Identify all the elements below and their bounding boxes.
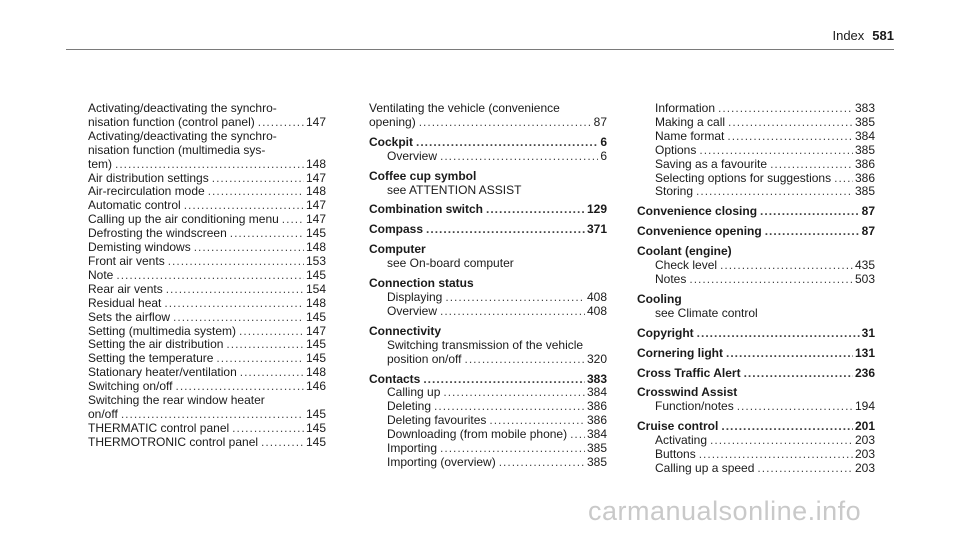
entry-label: Sets the airflow	[88, 309, 171, 324]
page-reference: 147	[305, 198, 326, 213]
dot-leader	[760, 205, 860, 219]
entry-label: on/off	[88, 406, 118, 421]
index-entry	[637, 185, 875, 199]
page-reference: 148	[305, 295, 326, 310]
entry-label: Selecting options for suggestions	[655, 170, 832, 185]
dot-leader	[721, 420, 853, 434]
page-reference: 87	[593, 114, 607, 129]
dot-leader	[689, 273, 853, 287]
index-heading-entry	[637, 347, 875, 361]
entry-label: Deleting	[387, 399, 432, 414]
index-entry	[88, 408, 326, 422]
dot-leader	[757, 462, 853, 476]
index-entry	[637, 172, 875, 186]
dot-leader	[240, 366, 304, 380]
dot-leader	[489, 414, 585, 428]
page-reference: 87	[861, 224, 875, 239]
index-entry	[369, 116, 607, 130]
index-entry	[637, 130, 875, 144]
page-reference: 371	[586, 222, 607, 237]
dot-leader	[230, 227, 304, 241]
index-entry	[88, 269, 326, 283]
index-entry	[88, 283, 326, 297]
dot-leader	[226, 338, 304, 352]
entry-label: Making a call	[655, 114, 726, 129]
index-line: Activating/deactivating the synchro-	[88, 128, 277, 143]
section-title: Index	[832, 28, 865, 43]
entry-label: Rear air vents	[88, 281, 163, 296]
index-entry	[88, 185, 326, 199]
index-heading-entry	[369, 223, 607, 237]
page-reference: 6	[600, 134, 607, 149]
entry-label: Notes	[655, 271, 687, 286]
entry-label: THERMOTRONIC control panel	[88, 434, 259, 449]
page-reference: 320	[586, 351, 607, 366]
dot-leader	[699, 448, 853, 462]
dot-leader	[423, 373, 585, 387]
index-line: nisation function (multimedia sys-	[88, 142, 266, 157]
index-entry	[88, 338, 326, 352]
dot-leader	[212, 172, 304, 186]
index-entry	[88, 311, 326, 325]
page-reference: 386	[586, 399, 607, 414]
index-line: Ventilating the vehicle (convenience	[369, 101, 560, 115]
page-reference: 383	[586, 371, 607, 386]
entry-label: Switching on/off	[88, 379, 173, 394]
dot-leader	[416, 136, 598, 150]
page-reference: 145	[305, 434, 326, 449]
page-reference: 201	[854, 419, 875, 434]
index-line: see ATTENTION ASSIST	[387, 182, 522, 197]
entry-label: THERMATIC control panel	[88, 420, 230, 435]
index-entry	[369, 353, 607, 367]
dot-leader	[765, 225, 860, 239]
index-heading: Crosswind Assist	[637, 385, 738, 400]
index-entry	[369, 456, 607, 470]
index-entry	[637, 462, 875, 476]
dot-leader	[737, 400, 853, 414]
page-reference: 145	[305, 226, 326, 241]
index-heading: Coolant (engine)	[637, 244, 732, 259]
entry-label: Cross Traffic Alert	[637, 365, 741, 380]
index-entry	[88, 436, 326, 450]
index-heading-entry	[637, 327, 875, 341]
entry-label: Activating	[655, 433, 708, 448]
entry-label: Options	[655, 142, 697, 157]
entry-label: Air distribution settings	[88, 170, 209, 185]
entry-label: Front air vents	[88, 253, 165, 268]
page-reference: 386	[854, 170, 875, 185]
page-reference: 87	[861, 204, 875, 219]
entry-label: tem)	[88, 156, 112, 171]
entry-label: Name format	[655, 128, 725, 143]
dot-leader	[570, 428, 585, 442]
entry-label: Setting the air distribution	[88, 337, 224, 352]
index-entry	[637, 448, 875, 462]
index-heading: Coffee cup symbol	[369, 168, 477, 183]
page-reference: 147	[305, 114, 326, 129]
index-heading-entry	[369, 203, 607, 217]
index-line: Switching transmission of the vehicle	[387, 337, 584, 352]
index-entry	[637, 434, 875, 448]
entry-label: Storing	[655, 184, 694, 199]
page-reference: 154	[305, 281, 326, 296]
entry-label: Displaying	[387, 289, 443, 304]
page-reference: 203	[854, 433, 875, 448]
entry-label: Air-recirculation mode	[88, 184, 205, 199]
page-reference: 145	[305, 351, 326, 366]
dot-leader	[208, 185, 304, 199]
page-reference: 6	[600, 148, 607, 163]
page-reference: 385	[854, 114, 875, 129]
entry-label: Check level	[655, 258, 718, 273]
page-reference: 145	[305, 406, 326, 421]
page-reference: 147	[305, 170, 326, 185]
dot-leader	[440, 150, 598, 164]
entry-label: Calling up the air conditioning menu	[88, 212, 279, 227]
entry-label: Cockpit	[369, 134, 414, 149]
page-reference: 386	[586, 413, 607, 428]
page-reference: 385	[586, 441, 607, 456]
index-entry	[88, 158, 326, 172]
dot-leader	[728, 116, 853, 130]
dot-leader	[499, 456, 585, 470]
page-reference: 148	[305, 156, 326, 171]
dot-leader	[184, 199, 304, 213]
index-column-2	[369, 102, 607, 470]
dot-leader	[486, 203, 585, 217]
page-reference: 203	[854, 460, 875, 475]
page-reference: 384	[854, 128, 875, 143]
dot-leader	[440, 305, 585, 319]
dot-leader	[445, 291, 585, 305]
dot-leader	[282, 213, 304, 227]
page-reference: 385	[854, 184, 875, 199]
page-reference: 131	[854, 345, 875, 360]
dot-leader	[443, 386, 585, 400]
dot-leader	[166, 283, 304, 297]
dot-leader	[121, 408, 304, 422]
entry-label: Contacts	[369, 371, 421, 386]
page-reference: 31	[861, 325, 875, 340]
index-entry	[637, 400, 875, 414]
page-reference: 383	[854, 101, 875, 115]
index-entry	[369, 150, 607, 164]
index-column-3	[637, 102, 875, 476]
page-reference: 408	[586, 289, 607, 304]
dot-leader	[194, 241, 304, 255]
entry-label: Information	[655, 101, 716, 115]
entry-label: Cruise control	[637, 419, 719, 434]
entry-label: Demisting windows	[88, 240, 191, 255]
dot-leader	[770, 158, 853, 172]
index-entry	[369, 400, 607, 414]
page-reference: 153	[305, 253, 326, 268]
index-entry	[88, 255, 326, 269]
index-entry	[637, 158, 875, 172]
dot-leader	[173, 311, 304, 325]
page-number: 581	[872, 28, 894, 43]
page-reference: 236	[854, 365, 875, 380]
dot-leader	[726, 347, 853, 361]
index-entry	[88, 116, 326, 130]
index-line: Switching the rear window heater	[88, 393, 265, 408]
entry-label: Calling up	[387, 385, 441, 400]
entry-label: nisation function (control panel)	[88, 114, 255, 129]
page-reference: 435	[854, 258, 875, 273]
dot-leader	[727, 130, 853, 144]
entry-label: Convenience closing	[637, 204, 758, 219]
index-entry	[637, 102, 875, 116]
entry-label: Convenience opening	[637, 224, 762, 239]
entry-label: Note	[88, 267, 114, 282]
entry-label: Setting the temperature	[88, 351, 214, 366]
page-reference: 146	[305, 379, 326, 394]
entry-label: Setting (multimedia system)	[88, 323, 237, 338]
entry-label: Defrosting the windscreen	[88, 226, 227, 241]
index-entry	[637, 259, 875, 273]
dot-leader	[168, 255, 304, 269]
dot-leader	[116, 269, 304, 283]
index-entry	[88, 172, 326, 186]
page-reference: 145	[305, 420, 326, 435]
entry-label: Copyright	[637, 325, 694, 340]
page-reference: 386	[854, 156, 875, 171]
index-heading: Connectivity	[369, 323, 442, 338]
page-reference: 145	[305, 337, 326, 352]
entry-label: Downloading (from mobile phone)	[387, 427, 568, 442]
entry-label: Automatic control	[88, 198, 181, 213]
index-entry	[88, 352, 326, 366]
header-rule	[66, 49, 894, 50]
dot-leader	[696, 185, 853, 199]
index-entry	[88, 227, 326, 241]
entry-label: opening)	[369, 114, 416, 129]
page-reference: 408	[586, 303, 607, 318]
entry-label: Saving as a favourite	[655, 156, 768, 171]
dot-leader	[239, 325, 304, 339]
page-reference: 148	[305, 184, 326, 199]
page-reference: 147	[305, 323, 326, 338]
watermark: carmanualsonline.info	[588, 496, 862, 526]
entry-label: Overview	[387, 148, 438, 163]
index-entry	[369, 428, 607, 442]
entry-label: Cornering light	[637, 345, 723, 360]
entry-label: Residual heat	[88, 295, 162, 310]
dot-leader	[434, 400, 585, 414]
entry-label: position on/off	[387, 351, 462, 366]
index-heading-entry	[369, 373, 607, 387]
index-entry	[88, 325, 326, 339]
dot-leader	[699, 144, 853, 158]
entry-label: Deleting favourites	[387, 413, 487, 428]
dot-leader	[834, 172, 853, 186]
dot-leader	[720, 259, 853, 273]
index-entry	[88, 380, 326, 394]
dot-leader	[465, 353, 585, 367]
entry-label: Importing (overview)	[387, 454, 496, 469]
index-heading-entry	[369, 136, 607, 150]
index-entry	[369, 305, 607, 319]
index-entry	[637, 144, 875, 158]
page-reference: 129	[586, 202, 607, 217]
dot-leader	[216, 352, 304, 366]
page-reference: 384	[586, 427, 607, 442]
dot-leader	[115, 158, 304, 172]
index-entry	[88, 422, 326, 436]
index-entry	[637, 116, 875, 130]
index-entry	[369, 291, 607, 305]
index-heading: Connection status	[369, 276, 474, 291]
index-heading-entry	[637, 205, 875, 219]
index-entry	[88, 241, 326, 255]
index-entry	[369, 442, 607, 456]
index-column-1	[88, 102, 326, 450]
dot-leader	[697, 327, 860, 341]
page-header	[832, 28, 894, 43]
index-line: see Climate control	[655, 305, 758, 320]
dot-leader	[440, 442, 585, 456]
page-reference: 194	[854, 399, 875, 414]
index-line: Activating/deactivating the synchro-	[88, 101, 277, 115]
index-entry	[369, 386, 607, 400]
page-reference: 148	[305, 240, 326, 255]
dot-leader	[258, 116, 304, 130]
entry-label: Stationary heater/ventilation	[88, 365, 237, 380]
index-entry	[637, 273, 875, 287]
page-reference: 147	[305, 212, 326, 227]
page-reference: 384	[586, 385, 607, 400]
index-entry	[88, 366, 326, 380]
entry-label: Overview	[387, 303, 438, 318]
page-reference: 503	[854, 271, 875, 286]
page-reference: 385	[586, 454, 607, 469]
index-entry	[88, 213, 326, 227]
dot-leader	[710, 434, 853, 448]
index-line: see On-board computer	[387, 256, 514, 271]
dot-leader	[261, 436, 304, 450]
entry-label: Buttons	[655, 447, 696, 462]
index-entry	[88, 199, 326, 213]
index-heading-entry	[637, 225, 875, 239]
index-entry	[369, 414, 607, 428]
entry-label: Compass	[369, 222, 424, 237]
index-heading: Computer	[369, 242, 426, 257]
entry-label: Calling up a speed	[655, 460, 755, 475]
dot-leader	[164, 297, 304, 311]
page-reference: 145	[305, 267, 326, 282]
page-reference: 203	[854, 447, 875, 462]
dot-leader	[744, 367, 853, 381]
entry-label: Importing	[387, 441, 438, 456]
dot-leader	[232, 422, 304, 436]
page-reference: 148	[305, 365, 326, 380]
page-reference: 385	[854, 142, 875, 157]
index-entry	[88, 297, 326, 311]
page-reference: 145	[305, 309, 326, 324]
entry-label: Combination switch	[369, 202, 483, 217]
dot-leader	[176, 380, 304, 394]
index-heading-entry	[637, 420, 875, 434]
dot-leader	[718, 102, 853, 116]
index-heading: Cooling	[637, 291, 682, 306]
entry-label: Function/notes	[655, 399, 734, 414]
dot-leader	[419, 116, 592, 130]
index-heading-entry	[637, 367, 875, 381]
dot-leader	[426, 223, 585, 237]
